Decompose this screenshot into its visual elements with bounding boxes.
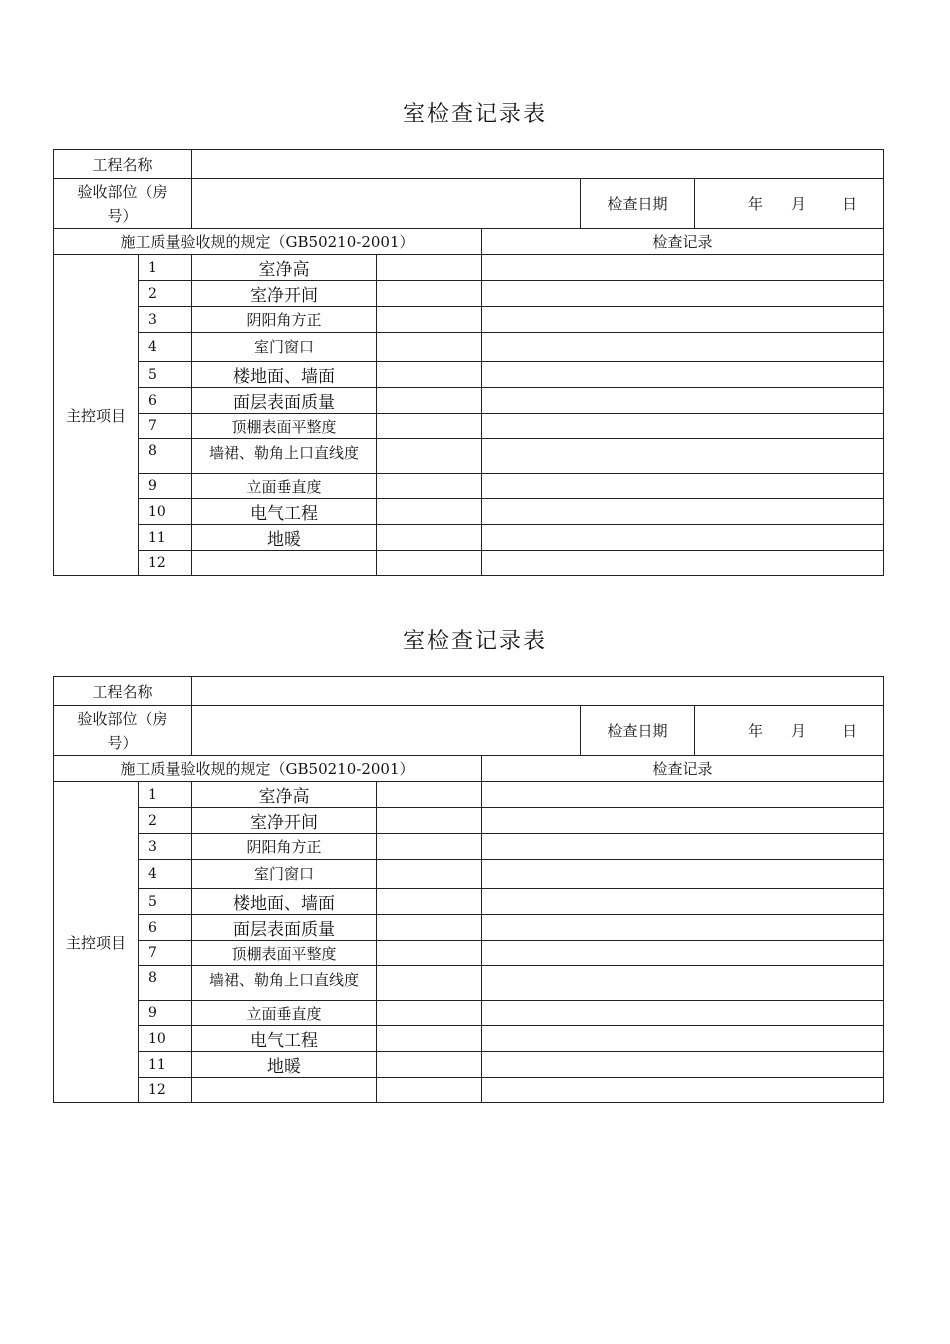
- item-no: 12: [139, 551, 192, 576]
- group-label: 主控项目: [54, 782, 139, 1103]
- item-name: 面层表面质量: [192, 388, 377, 414]
- item-name: [192, 551, 377, 576]
- item-name: [192, 1078, 377, 1103]
- spec-column-header: 施工质量验收规的规定（GB50210-2001）: [54, 229, 482, 255]
- item-no: 1: [139, 782, 192, 808]
- item-spec-field[interactable]: [377, 834, 482, 860]
- item-record-field[interactable]: [482, 1001, 884, 1026]
- item-no: 10: [139, 499, 192, 525]
- item-spec-field[interactable]: [377, 1026, 482, 1052]
- item-record-field[interactable]: [482, 499, 884, 525]
- location-label: 验收部位（房 号）: [54, 706, 192, 756]
- record-column-header: 检查记录: [482, 229, 884, 255]
- item-spec-field[interactable]: [377, 860, 482, 889]
- item-name: 楼地面、墙面: [192, 362, 377, 388]
- project-name-label: 工程名称: [54, 677, 192, 706]
- item-spec-field[interactable]: [377, 388, 482, 414]
- project-name-field[interactable]: [192, 677, 884, 706]
- item-name: 电气工程: [192, 1026, 377, 1052]
- item-name: 室净开间: [192, 281, 377, 307]
- group-label: 主控项目: [54, 255, 139, 576]
- date-label: 检查日期: [581, 179, 695, 229]
- item-no: 11: [139, 525, 192, 551]
- item-no: 8: [139, 439, 192, 474]
- item-spec-field[interactable]: [377, 1001, 482, 1026]
- item-name: 地暖: [192, 525, 377, 551]
- item-record-field[interactable]: [482, 525, 884, 551]
- item-spec-field[interactable]: [377, 281, 482, 307]
- date-label: 检查日期: [581, 706, 695, 756]
- item-record-field[interactable]: [482, 281, 884, 307]
- inspection-table: [53, 676, 884, 1103]
- item-name: 室净高: [192, 255, 377, 281]
- item-record-field[interactable]: [482, 860, 884, 889]
- item-spec-field[interactable]: [377, 499, 482, 525]
- item-no: 2: [139, 281, 192, 307]
- item-record-field[interactable]: [482, 255, 884, 281]
- item-record-field[interactable]: [482, 1026, 884, 1052]
- item-record-field[interactable]: [482, 474, 884, 499]
- item-spec-field[interactable]: [377, 255, 482, 281]
- item-name: 立面垂直度: [192, 474, 377, 499]
- project-name-field[interactable]: [192, 150, 884, 179]
- item-no: 5: [139, 362, 192, 388]
- item-record-field[interactable]: [482, 333, 884, 362]
- item-record-field[interactable]: [482, 889, 884, 915]
- item-no: 9: [139, 474, 192, 499]
- item-name: 顶棚表面平整度: [192, 941, 377, 966]
- item-spec-field[interactable]: [377, 474, 482, 499]
- item-no: 7: [139, 941, 192, 966]
- item-spec-field[interactable]: [377, 808, 482, 834]
- item-spec-field[interactable]: [377, 439, 482, 474]
- item-record-field[interactable]: [482, 782, 884, 808]
- item-no: 3: [139, 307, 192, 333]
- item-name: 阴阳角方正: [192, 307, 377, 333]
- inspection-form-1: [53, 149, 883, 576]
- item-record-field[interactable]: [482, 388, 884, 414]
- item-spec-field[interactable]: [377, 889, 482, 915]
- item-record-field[interactable]: [482, 1052, 884, 1078]
- item-no: 12: [139, 1078, 192, 1103]
- location-field[interactable]: [192, 706, 581, 756]
- item-no: 4: [139, 333, 192, 362]
- item-name: 立面垂直度: [192, 1001, 377, 1026]
- item-no: 6: [139, 915, 192, 941]
- item-record-field[interactable]: [482, 834, 884, 860]
- item-no: 9: [139, 1001, 192, 1026]
- item-name: 室门窗口: [192, 333, 377, 362]
- item-record-field[interactable]: [482, 966, 884, 1001]
- item-no: 2: [139, 808, 192, 834]
- date-field[interactable]: 年 月 日: [695, 179, 884, 229]
- item-name: 室门窗口: [192, 860, 377, 889]
- item-name: 电气工程: [192, 499, 377, 525]
- item-name: 墙裙、勒角上口直线度: [192, 966, 377, 1001]
- item-spec-field[interactable]: [377, 782, 482, 808]
- item-spec-field[interactable]: [377, 551, 482, 576]
- record-column-header: 检查记录: [482, 756, 884, 782]
- item-name: 室净开间: [192, 808, 377, 834]
- item-record-field[interactable]: [482, 362, 884, 388]
- date-field[interactable]: 年 月 日: [695, 706, 884, 756]
- item-spec-field[interactable]: [377, 1078, 482, 1103]
- item-spec-field[interactable]: [377, 1052, 482, 1078]
- location-field[interactable]: [192, 179, 581, 229]
- item-spec-field[interactable]: [377, 915, 482, 941]
- item-record-field[interactable]: [482, 307, 884, 333]
- location-label: 验收部位（房 号）: [54, 179, 192, 229]
- item-spec-field[interactable]: [377, 362, 482, 388]
- item-spec-field[interactable]: [377, 333, 482, 362]
- item-no: 5: [139, 889, 192, 915]
- item-no: 1: [139, 255, 192, 281]
- item-name: 阴阳角方正: [192, 834, 377, 860]
- item-name: 面层表面质量: [192, 915, 377, 941]
- item-spec-field[interactable]: [377, 966, 482, 1001]
- item-record-field[interactable]: [482, 414, 884, 439]
- inspection-table: [53, 149, 884, 576]
- item-record-field[interactable]: [482, 1078, 884, 1103]
- item-no: 10: [139, 1026, 192, 1052]
- item-name: 楼地面、墙面: [192, 889, 377, 915]
- item-no: 3: [139, 834, 192, 860]
- form-title: 室检查记录表: [402, 629, 547, 654]
- item-record-field[interactable]: [482, 808, 884, 834]
- item-name: 墙裙、勒角上口直线度: [192, 439, 377, 474]
- item-spec-field[interactable]: [377, 307, 482, 333]
- item-record-field[interactable]: [482, 941, 884, 966]
- item-no: 6: [139, 388, 192, 414]
- item-no: 7: [139, 414, 192, 439]
- item-spec-field[interactable]: [377, 414, 482, 439]
- project-name-label: 工程名称: [54, 150, 192, 179]
- item-no: 4: [139, 860, 192, 889]
- item-name: 顶棚表面平整度: [192, 414, 377, 439]
- item-no: 8: [139, 966, 192, 1001]
- item-name: 室净高: [192, 782, 377, 808]
- item-record-field[interactable]: [482, 915, 884, 941]
- form-title: 室检查记录表: [402, 102, 547, 127]
- item-spec-field[interactable]: [377, 941, 482, 966]
- item-record-field[interactable]: [482, 551, 884, 576]
- item-name: 地暖: [192, 1052, 377, 1078]
- inspection-form-2: [53, 676, 883, 1103]
- spec-column-header: 施工质量验收规的规定（GB50210-2001）: [54, 756, 482, 782]
- item-record-field[interactable]: [482, 439, 884, 474]
- item-spec-field[interactable]: [377, 525, 482, 551]
- item-no: 11: [139, 1052, 192, 1078]
